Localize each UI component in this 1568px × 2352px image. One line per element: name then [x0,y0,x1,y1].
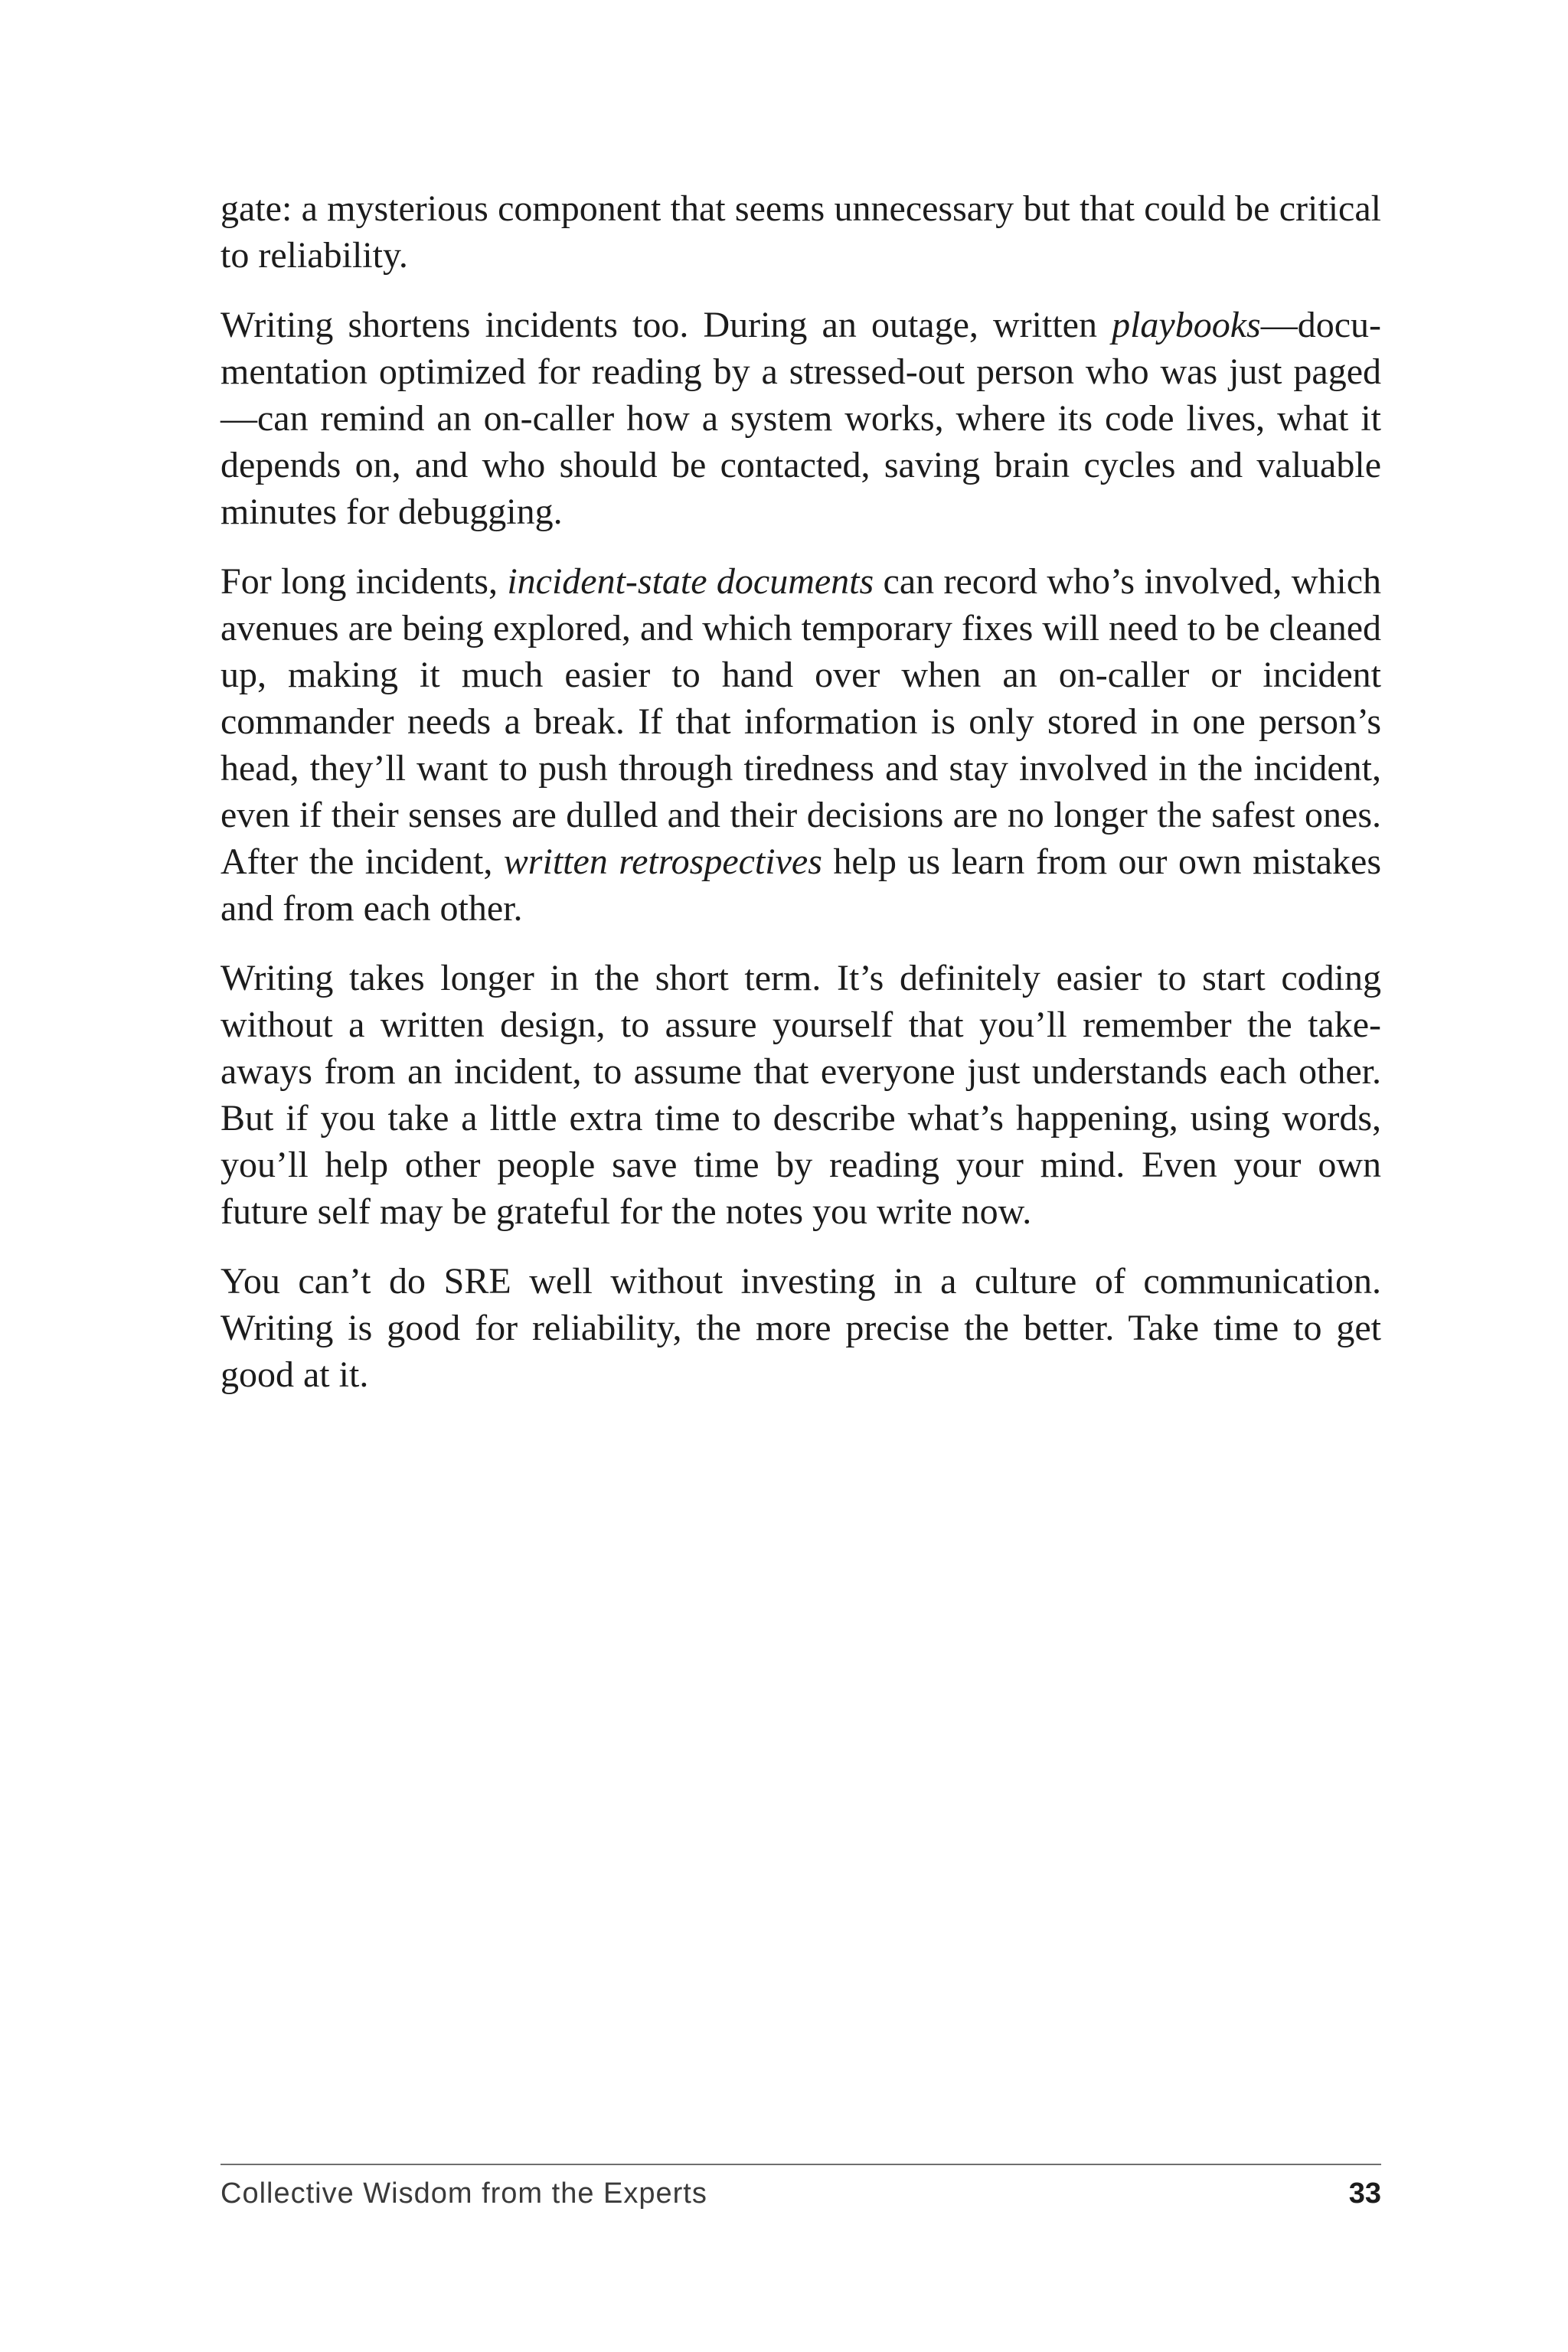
body-text [220,185,1381,1421]
paragraph-text: For long incidents, [220,561,508,602]
paragraph [220,1258,1381,1398]
paragraph [220,955,1381,1235]
paragraph [220,558,1381,932]
italic-term: written retrospectives [503,841,822,882]
paragraph-text: help us learn from our own mistakes and from each other. [220,841,1381,929]
paragraph-text: —documentation optimized for reading by a stressed-out person who was just paged—can remind an on-caller how a system works, where its code lives, what it depends on, and who should be contacted, saving brain cycles and valuable minutes for debugging. [220,305,1381,532]
paragraph-text: Writing shortens incidents too. During an outage, written [220,305,1112,345]
footer-book-title: Collective Wisdom from the Experts [220,2177,707,2210]
paragraph-text: Writing takes longer in the short term. It’s definitely easier to start coding without a written design, to assure yourself that you’ll remember the takeaways from an incident, to assume that everyone just understands each other. But if you take a little extra time to describe what’s happening, using words, you’ll help other people save time by reading your mind. Even your own future self may be grateful for the notes you write now. [220,958,1381,1232]
footer-divider [220,2164,1381,2165]
paragraph-text: You can’t do SRE well without investing in a culture of communication. Writing is good for reliability, the more precise the better. Take time to get good at it. [220,1261,1381,1395]
paragraph [220,185,1381,279]
paragraph-text: gate: a mysterious component that seems unnecessary but that could be critical to reliability. [220,188,1381,276]
italic-term: incident-state documents [507,561,874,602]
paragraph [220,302,1381,535]
italic-term: playbooks [1112,305,1261,345]
paragraph-text: can record who’s involved, which avenues are being explored, and which temporary fixes will need to be cleaned up, making it much easier to hand over when an on-caller or incident commander needs a break. If that information is only stored in one person’s head, they’ll want to push through tiredness and stay involved in the incident, even if their senses are dulled and their decisions are no longer the safest ones. After the incident, [220,561,1382,882]
page-number: 33 [1348,2177,1381,2210]
